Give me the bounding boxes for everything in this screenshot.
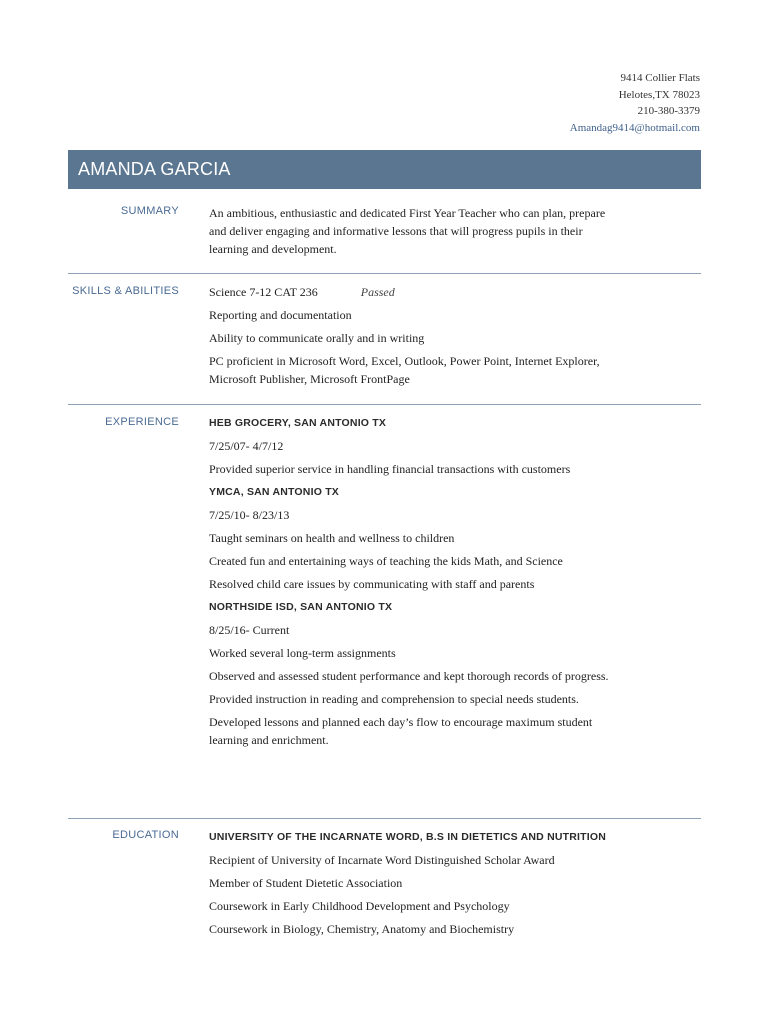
job-duty: Provided superior service in handling financial transactions with customers bbox=[209, 462, 571, 476]
skills-item: PC proficient in Microsoft Word, Excel, Outlook, Power Point, Internet Explorer, Microsoft Publisher, Microsoft FrontPage bbox=[209, 354, 600, 386]
job-employer: NORTHSIDE ISD, SAN ANTONIO TX bbox=[209, 601, 393, 613]
education-item: Coursework in Early Childhood Development and Psychology bbox=[209, 899, 510, 913]
skills-certification-status: Passed bbox=[360, 285, 395, 299]
divider-summary bbox=[68, 273, 701, 274]
job-employer: HEB GROCERY, SAN ANTONIO TX bbox=[209, 417, 387, 429]
job-duty: Created fun and entertaining ways of teaching the kids Math, and Science bbox=[209, 554, 563, 568]
contact-street: 9414 Collier Flats bbox=[620, 72, 700, 84]
summary-text: An ambitious, enthusiastic and dedicated First Year Teacher who can plan, prepare and deliver engaging and informative lessons that will progress pupils in their learning and development. bbox=[209, 206, 606, 256]
education-body bbox=[209, 828, 629, 943]
summary-body bbox=[209, 204, 609, 263]
contact-city: Helotes,TX 78023 bbox=[618, 88, 700, 101]
experience-body bbox=[209, 414, 609, 754]
job-duty: Provided instruction in reading and comprehension to special needs students. bbox=[209, 692, 579, 706]
job-duty: Worked several long-term assignments bbox=[209, 646, 396, 660]
divider-skills bbox=[68, 404, 701, 405]
resume-name: AMANDA GARCIA bbox=[78, 159, 231, 179]
skills-certification-row bbox=[209, 283, 609, 301]
job-dates: 7/25/07- 4/7/12 bbox=[209, 439, 284, 453]
skills-body bbox=[209, 283, 609, 393]
skills-label: SKILLS & ABILITIES bbox=[72, 285, 179, 297]
education-school: UNIVERSITY OF THE INCARNATE WORD, B.S IN DIETETICS AND NUTRITION bbox=[209, 831, 607, 843]
job-duty: Taught seminars on health and wellness to children bbox=[209, 531, 455, 545]
skills-item: Reporting and documentation bbox=[209, 308, 352, 322]
divider-experience bbox=[68, 818, 701, 819]
job-duty: Resolved child care issues by communicating with staff and parents bbox=[209, 577, 535, 591]
skills-item: Ability to communicate orally and in writing bbox=[209, 331, 425, 345]
education-label: EDUCATION bbox=[112, 829, 179, 841]
education-item: Coursework in Biology, Chemistry, Anatomy and Biochemistry bbox=[209, 922, 515, 936]
experience-label: EXPERIENCE bbox=[105, 416, 179, 428]
job-dates: 7/25/10- 8/23/13 bbox=[209, 508, 290, 522]
job-duty: Observed and assessed student performance and kept thorough records of progress. bbox=[209, 669, 609, 683]
job-dates: 8/25/16- Current bbox=[209, 623, 290, 637]
job-duty: Developed lessons and planned each day’s flow to encourage maximum student learning and enrichment. bbox=[209, 715, 593, 747]
skills-certification: Science 7-12 CAT 236 bbox=[209, 285, 318, 299]
contact-email[interactable]: Amandag9414@hotmail.com bbox=[569, 121, 700, 134]
summary-label: SUMMARY bbox=[120, 205, 179, 217]
education-item: Member of Student Dietetic Association bbox=[209, 876, 403, 890]
education-item: Recipient of University of Incarnate Word Distinguished Scholar Award bbox=[209, 853, 555, 867]
contact-phone: 210-380-3379 bbox=[637, 105, 700, 117]
job-employer: YMCA, SAN ANTONIO TX bbox=[209, 486, 340, 498]
contact-block bbox=[570, 70, 700, 136]
name-banner bbox=[68, 150, 701, 189]
